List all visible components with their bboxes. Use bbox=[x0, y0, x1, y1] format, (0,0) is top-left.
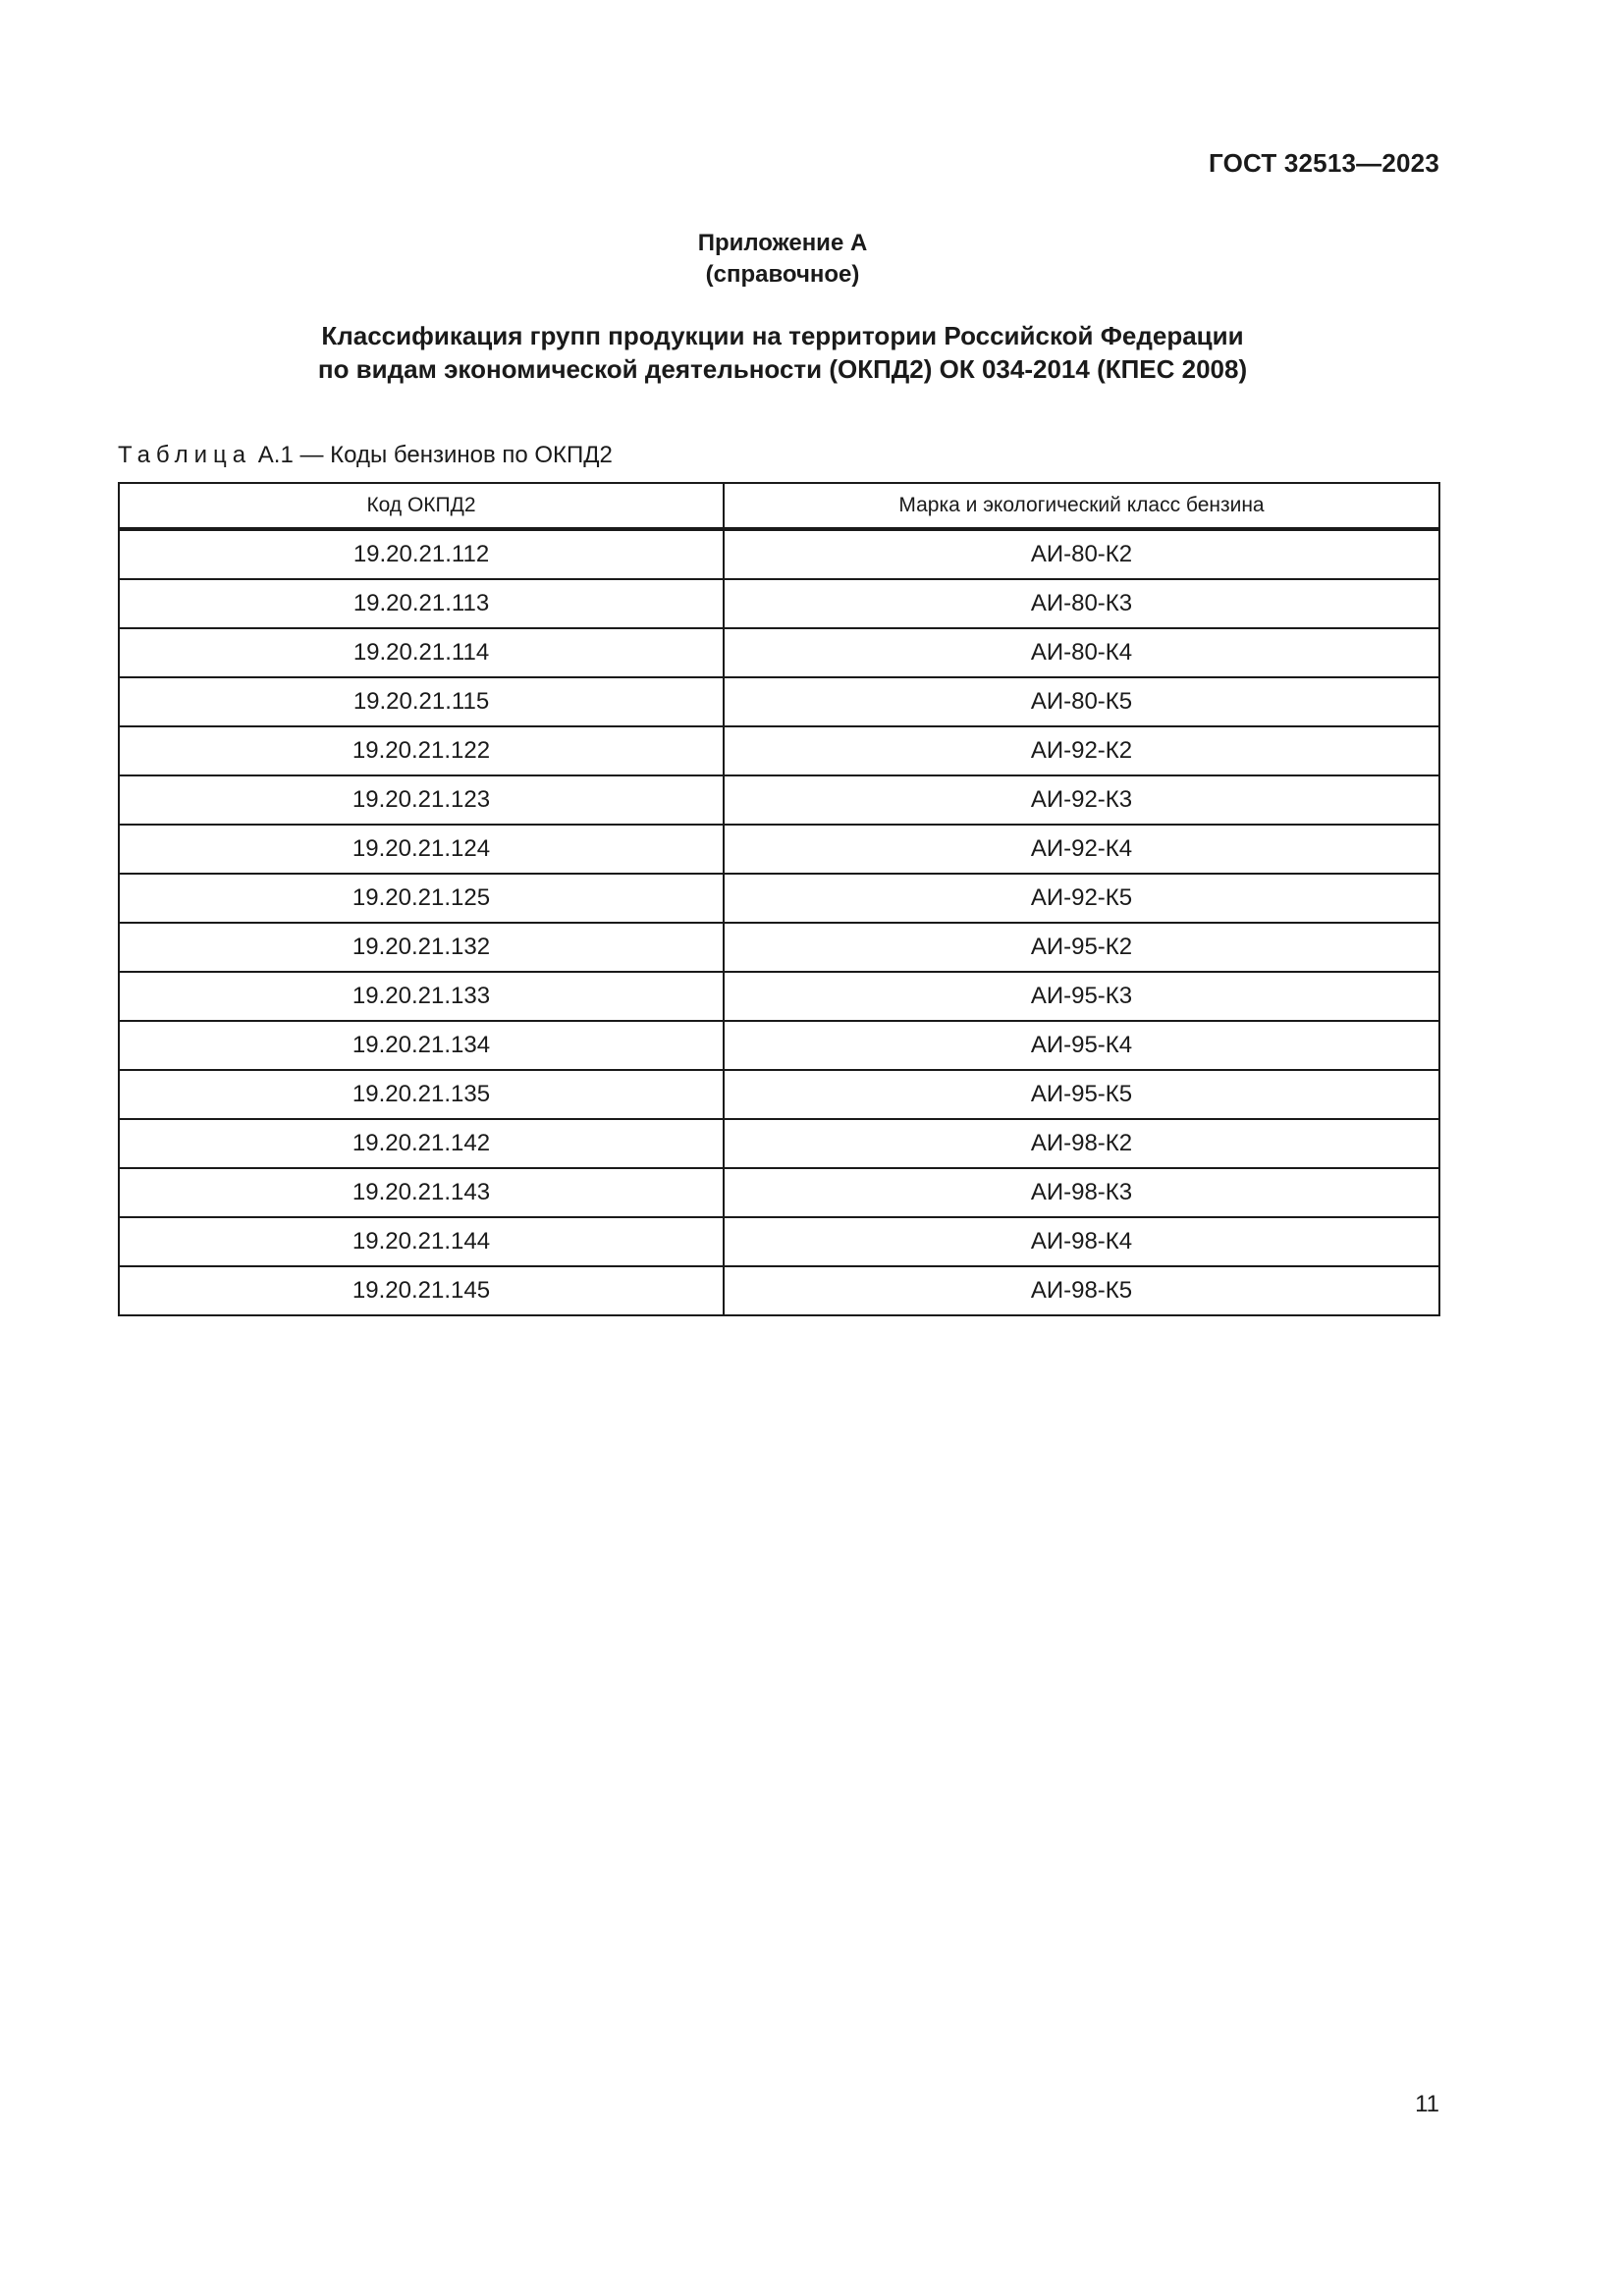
section-heading-line-1: Классификация групп продукции на территории Российской Федерации bbox=[321, 321, 1244, 350]
fuel-grade-cell: АИ-92-К5 bbox=[724, 874, 1439, 923]
appendix-title-block bbox=[0, 228, 1565, 291]
fuel-grade-cell: АИ-80-К3 bbox=[724, 579, 1439, 628]
fuel-grade-cell: АИ-98-К3 bbox=[724, 1168, 1439, 1217]
column-header-grade: Марка и экологический класс бензина bbox=[724, 483, 1439, 529]
table-caption bbox=[118, 442, 613, 469]
table-row bbox=[119, 923, 1439, 972]
table-row bbox=[119, 677, 1439, 726]
table-row bbox=[119, 1119, 1439, 1168]
fuel-grade-cell: АИ-98-К2 bbox=[724, 1119, 1439, 1168]
standard-number: ГОСТ 32513—2023 bbox=[1209, 148, 1439, 178]
section-heading bbox=[0, 319, 1565, 386]
fuel-grade-cell: АИ-80-К2 bbox=[724, 529, 1439, 579]
fuel-grade-cell: АИ-95-К2 bbox=[724, 923, 1439, 972]
table-row bbox=[119, 1266, 1439, 1315]
appendix-subtitle: (справочное) bbox=[705, 261, 860, 288]
table-row bbox=[119, 726, 1439, 775]
table-row bbox=[119, 775, 1439, 825]
okpd2-code-cell: 19.20.21.134 bbox=[119, 1021, 724, 1070]
table-row bbox=[119, 1021, 1439, 1070]
table-caption-text: А.1 — Коды бензинов по ОКПД2 bbox=[257, 442, 613, 468]
okpd2-code-cell: 19.20.21.144 bbox=[119, 1217, 724, 1266]
table-row bbox=[119, 579, 1439, 628]
table-row bbox=[119, 825, 1439, 874]
okpd2-code-cell: 19.20.21.145 bbox=[119, 1266, 724, 1315]
fuel-grade-cell: АИ-95-К5 bbox=[724, 1070, 1439, 1119]
okpd2-code-cell: 19.20.21.125 bbox=[119, 874, 724, 923]
table-row bbox=[119, 1168, 1439, 1217]
okpd2-code-cell: 19.20.21.143 bbox=[119, 1168, 724, 1217]
section-heading-line-2: по видам экономической деятельности (ОКПД2) ОК 034-2014 (КПЕС 2008) bbox=[317, 354, 1248, 384]
okpd2-code-cell: 19.20.21.133 bbox=[119, 972, 724, 1021]
table-row bbox=[119, 529, 1439, 579]
fuel-grade-cell: АИ-92-К3 bbox=[724, 775, 1439, 825]
fuel-grade-cell: АИ-80-К5 bbox=[724, 677, 1439, 726]
okpd2-code-cell: 19.20.21.124 bbox=[119, 825, 724, 874]
okpd2-code-cell: 19.20.21.132 bbox=[119, 923, 724, 972]
fuel-grade-cell: АИ-98-К4 bbox=[724, 1217, 1439, 1266]
table-row bbox=[119, 972, 1439, 1021]
table-header-row bbox=[119, 483, 1439, 529]
okpd2-code-cell: 19.20.21.142 bbox=[119, 1119, 724, 1168]
fuel-grade-cell: АИ-92-К4 bbox=[724, 825, 1439, 874]
table-row bbox=[119, 1217, 1439, 1266]
fuel-grade-cell: АИ-98-К5 bbox=[724, 1266, 1439, 1315]
appendix-title: Приложение А bbox=[697, 230, 868, 256]
page-number: 11 bbox=[1415, 2091, 1439, 2117]
okpd2-code-cell: 19.20.21.114 bbox=[119, 628, 724, 677]
okpd2-code-cell: 19.20.21.115 bbox=[119, 677, 724, 726]
okpd2-codes-table bbox=[118, 482, 1440, 1316]
table-row bbox=[119, 1070, 1439, 1119]
fuel-grade-cell: АИ-95-К4 bbox=[724, 1021, 1439, 1070]
table-body bbox=[119, 529, 1439, 1315]
table-row bbox=[119, 628, 1439, 677]
table-row bbox=[119, 874, 1439, 923]
fuel-grade-cell: АИ-95-К3 bbox=[724, 972, 1439, 1021]
table-caption-label: Таблица bbox=[118, 442, 252, 468]
fuel-grade-cell: АИ-80-К4 bbox=[724, 628, 1439, 677]
okpd2-code-cell: 19.20.21.113 bbox=[119, 579, 724, 628]
okpd2-code-cell: 19.20.21.123 bbox=[119, 775, 724, 825]
column-header-code: Код ОКПД2 bbox=[119, 483, 724, 529]
fuel-grade-cell: АИ-92-К2 bbox=[724, 726, 1439, 775]
okpd2-code-cell: 19.20.21.112 bbox=[119, 529, 724, 579]
okpd2-code-cell: 19.20.21.135 bbox=[119, 1070, 724, 1119]
okpd2-code-cell: 19.20.21.122 bbox=[119, 726, 724, 775]
